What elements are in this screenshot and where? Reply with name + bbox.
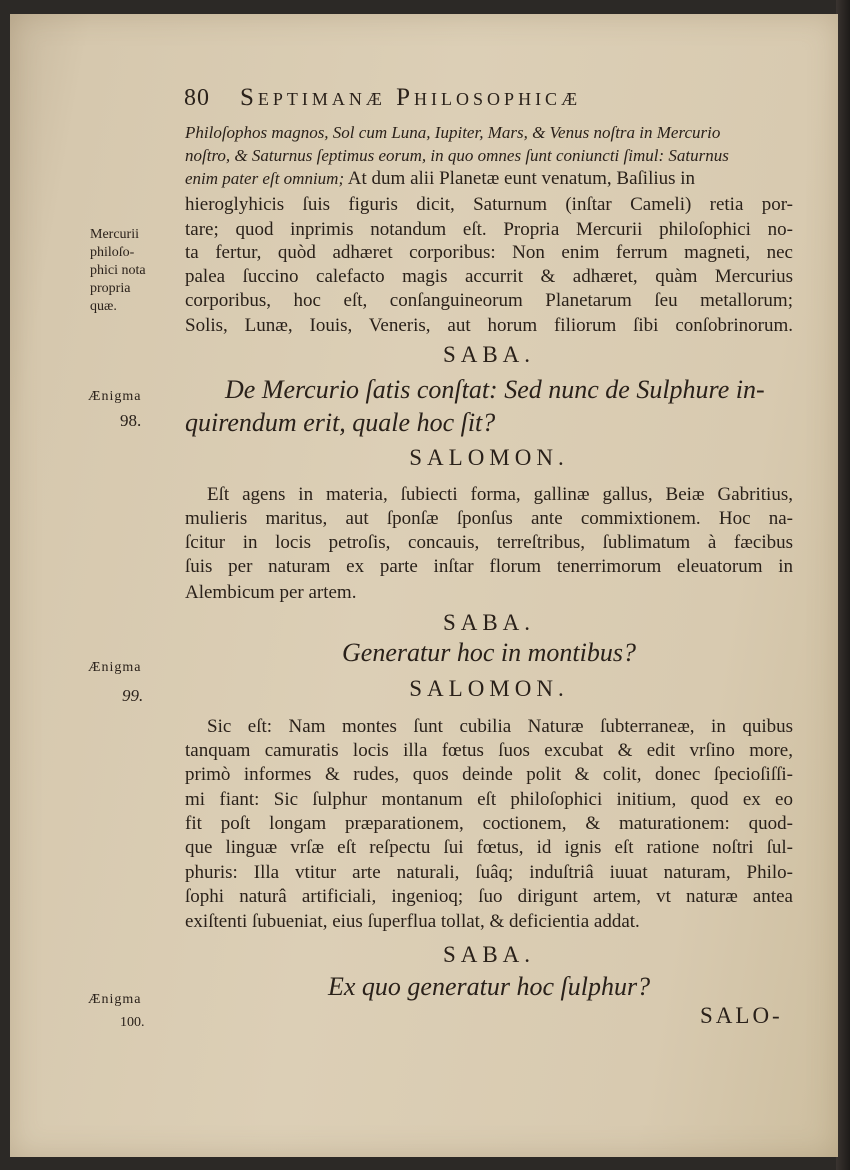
text-line: noſtro, & Saturnus ſeptimus eorum, in quo omnes ſunt coniuncti ſimul: Saturnus: [185, 146, 729, 165]
margin-note-line: propria: [90, 281, 131, 296]
margin-enigma-number: 98.: [120, 411, 142, 430]
speaker-saba: SABA.: [442, 942, 536, 967]
text-line: ſuis per naturam ex parte inſtar florum tenerrimorum eleuatorum in: [185, 556, 793, 577]
catchword: SALO-: [700, 1003, 783, 1028]
question-line: Ex quo generatur hoc ſulphur?: [328, 972, 651, 1001]
question-line: Generatur hoc in montibus?: [342, 638, 636, 667]
margin-note-line: quæ.: [90, 299, 117, 314]
text-line: que linguæ vrſæ eſt reſpectu ſui fœtus, id ignis eſt ratione noſtri ſul-: [185, 837, 793, 858]
margin-enigma-number: 99.: [122, 686, 144, 705]
speaker-salomon: SALOMON.: [409, 445, 569, 470]
text-line: hieroglyhicis ſuis figuris dicit, Saturnum (inſtar Cameli) retia por-: [185, 194, 793, 215]
speaker-salomon: SALOMON.: [409, 676, 569, 701]
page-number: 80: [184, 85, 210, 111]
text-line: ta fertur, quòd adhæret corporibus: Non enim ferrum magneti, nec: [185, 242, 793, 263]
text-line: mi fiant: Sic ſulphur montanum eſt philoſophici initium, quod ex eo: [185, 789, 793, 810]
text-line: palea ſuccino calefacto magis accurrit & adhæret, quàm Mercurius: [185, 266, 793, 287]
text-line: Solis, Lunæ, Iouis, Veneris, aut horum filiorum ſibi conſobrinorum.: [185, 315, 793, 336]
margin-note-line: phici nota: [90, 263, 146, 278]
running-title: Septimanæ Philosophicæ: [240, 84, 582, 111]
text-line: tare; quod inprimis notandum eſt. Propria Mercurii philoſophici no-: [185, 219, 793, 240]
text-line: exiſtenti ſubueniat, eius ſuperflua tollat, & deficientia addat.: [185, 911, 640, 932]
speaker-saba: SABA.: [442, 610, 536, 635]
speaker-saba: SABA.: [442, 342, 536, 367]
text-line: primò informes & rudes, quos deinde polit & colit, donec ſpecioſiſſi-: [185, 764, 793, 785]
text-line: ſophi naturâ artificiali, ingenioq; ſuo dirigunt artem, vt naturæ antea: [185, 886, 793, 907]
text-line: Sic eſt: Nam montes ſunt cubilia Naturæ ſubterraneæ, in quibus: [207, 716, 793, 737]
text-line: tanquam camuratis locis illa fœtus ſuos excubat & edit vrſino more,: [185, 740, 793, 761]
text-line: [185, 168, 793, 190]
running-header: [184, 84, 784, 112]
margin-enigma-label: Ænigma: [88, 660, 142, 675]
margin-enigma-number: 100.: [120, 1015, 145, 1030]
question-line: quirendum erit, quale hoc ſit?: [185, 408, 496, 437]
text-line: fit poſt longam præparationem, coctionem, & maturationem: quod-: [185, 813, 793, 834]
text-line: mulieris maritus, aut ſponſæ ſponſus ante commixtionem. Hoc na-: [185, 508, 793, 529]
text-span-italic: enim pater eſt omnium;: [185, 169, 345, 188]
text-line: ſcitur in locis petroſis, concauis, terreſtribus, ſublimatum à fæcibus: [185, 532, 793, 553]
margin-note-line: Mercurii: [90, 227, 139, 242]
margin-enigma-label: Ænigma: [88, 992, 142, 1007]
margin-note-line: philoſo-: [90, 245, 135, 260]
text-line: Philoſophos magnos, Sol cum Luna, Iupiter, Mars, & Venus noſtra in Mercurio: [185, 123, 721, 142]
question-line: De Mercurio ſatis conſtat: Sed nunc de Sulphure in-: [225, 375, 765, 404]
text-line: phuris: Illa vtitur arte naturali, ſuâq; induſtriâ iuuat naturam, Philo-: [185, 862, 793, 883]
margin-note-mercurii: [90, 226, 180, 316]
text-line: Eſt agens in materia, ſubiecti forma, gallinæ gallus, Beiæ Gabritius,: [207, 484, 793, 505]
text-line: Alembicum per artem.: [185, 582, 357, 603]
text-line: corporibus, hoc eſt, conſanguineorum Planetarum ſeu metallorum;: [185, 290, 793, 311]
margin-enigma-label: Ænigma: [88, 389, 142, 404]
text-span: At dum alii Planetæ eunt venatum, Baſilius in: [344, 168, 696, 189]
book-spine-edge: [836, 0, 850, 1170]
